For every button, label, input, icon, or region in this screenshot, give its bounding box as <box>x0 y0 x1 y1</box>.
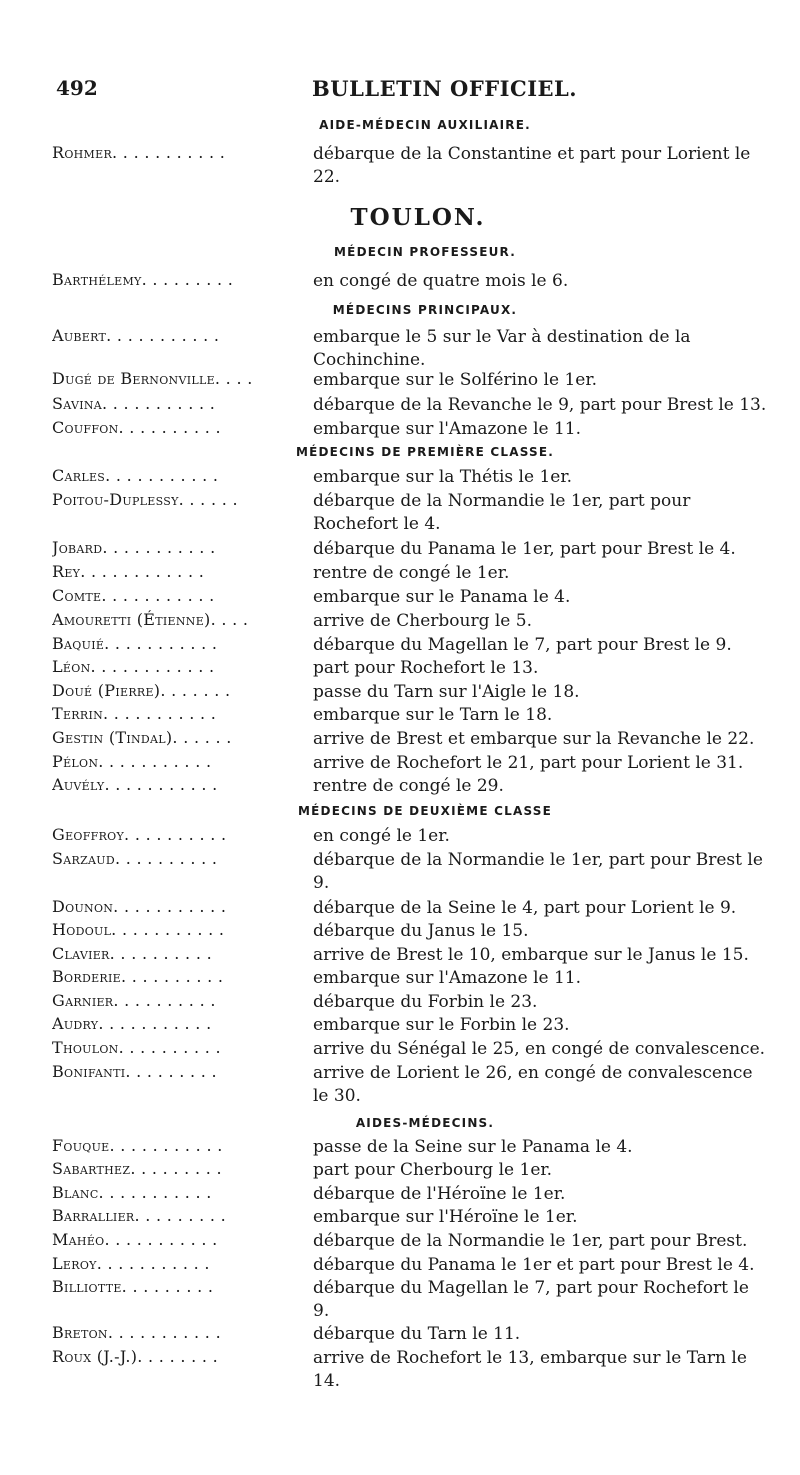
entry-name: Blanc. . . . . . . . . . . <box>52 1183 212 1202</box>
entry-name: Roux (J.-J.). . . . . . . . <box>52 1347 219 1366</box>
entry-name: Sabarthez. . . . . . . . . <box>52 1159 222 1178</box>
entry-name: Couffon. . . . . . . . . . <box>52 418 221 437</box>
entry-name: Doué (Pierre). . . . . . . <box>52 681 231 700</box>
entry-description: en congé de quatre mois le 6. <box>313 271 569 291</box>
entry-description: débarque de la Revanche le 9, part pour Brest le 13. <box>313 395 767 415</box>
entry-description: débarque du Magellan le 7, part pour Rochefort le 9. <box>313 1278 749 1321</box>
entry-name: Baquié. . . . . . . . . . . <box>52 634 218 653</box>
entry-name: Auvély. . . . . . . . . . . <box>52 775 218 794</box>
entry-description: embarque sur l'Amazone le 11. <box>313 419 582 439</box>
entry-name: Terrin. . . . . . . . . . . <box>52 704 217 723</box>
entry-name: Aubert. . . . . . . . . . . <box>52 326 220 345</box>
entry-name: Mahéo. . . . . . . . . . . <box>52 1230 218 1249</box>
entry-name: Amouretti (Étienne). . . . <box>52 610 249 629</box>
section-heading: AIDE-MÉDECIN AUXILIAIRE. <box>319 118 531 132</box>
entry-description: rentre de congé le 1er. <box>313 563 510 583</box>
page-number: 492 <box>56 76 98 100</box>
section-heading: MÉDECINS DE DEUXIÈME CLASSE <box>298 804 552 818</box>
entry-description: débarque de la Normandie le 1er, part pour Brest le 9. <box>313 850 763 893</box>
entry-description: arrive de Cherbourg le 5. <box>313 611 532 631</box>
section-heading: MÉDECIN PROFESSEUR. <box>334 245 516 259</box>
entry-description: rentre de congé le 29. <box>313 776 504 796</box>
entry-description: part pour Rochefort le 13. <box>313 658 539 678</box>
entry-name: Rohmer. . . . . . . . . . . <box>52 143 226 162</box>
entry-description: en congé le 1er. <box>313 826 450 846</box>
entry-name: Carles. . . . . . . . . . . <box>52 466 219 485</box>
entry-name: Léon. . . . . . . . . . . . <box>52 657 215 676</box>
entry-description: débarque de la Seine le 4, part pour Lorient le 9. <box>313 898 737 918</box>
entry-description: débarque du Panama le 1er, part pour Brest le 4. <box>313 539 736 559</box>
entry-description: embarque sur le Tarn le 18. <box>313 705 553 725</box>
city-heading: TOULON. <box>350 204 486 231</box>
entry-description: débarque du Janus le 15. <box>313 921 529 941</box>
section-heading: MÉDECINS DE PREMIÈRE CLASSE. <box>295 445 555 459</box>
entry-description: débarque de l'Héroïne le 1er. <box>313 1184 566 1204</box>
entry-name: Fouque. . . . . . . . . . . <box>52 1136 223 1155</box>
entry-name: Leroy. . . . . . . . . . . <box>52 1254 210 1273</box>
entry-name: Gestin (Tindal). . . . . . <box>52 728 232 747</box>
entry-name: Clavier. . . . . . . . . . <box>52 944 212 963</box>
entry-name: Dugé de Bernonville. . . . <box>52 369 253 388</box>
running-title: BULLETIN OFFICIEL. <box>312 76 578 101</box>
entry-name: Barrallier. . . . . . . . . <box>52 1206 227 1225</box>
entry-description: embarque sur la Thétis le 1er. <box>313 467 572 487</box>
entry-name: Sarzaud. . . . . . . . . . <box>52 849 218 868</box>
entry-name: Poitou-Duplessy. . . . . . <box>52 490 238 509</box>
entry-description: arrive de Brest et embarque sur la Revanche le 22. <box>313 729 755 749</box>
entry-description: arrive de Brest le 10, embarque sur le Janus le 15. <box>313 945 749 965</box>
entry-name: Geoffroy. . . . . . . . . . <box>52 825 227 844</box>
entry-description: débarque du Panama le 1er et part pour Brest le 4. <box>313 1255 755 1275</box>
entry-description: embarque sur l'Amazone le 11. <box>313 968 582 988</box>
entry-description: passe de la Seine sur le Panama le 4. <box>313 1137 633 1157</box>
entry-name: Dounon. . . . . . . . . . . <box>52 897 227 916</box>
page-header <box>0 76 800 104</box>
entry-description: débarque de la Normandie le 1er, part pour Brest. <box>313 1231 748 1251</box>
entry-description: embarque sur le Solférino le 1er. <box>313 370 597 390</box>
entry-description: arrive de Lorient le 26, en congé de convalescence le 30. <box>313 1063 753 1106</box>
entry-name: Audry. . . . . . . . . . . <box>52 1014 212 1033</box>
entry-description: arrive de Rochefort le 13, embarque sur le Tarn le 14. <box>313 1348 747 1391</box>
entry-description: débarque de la Constantine et part pour Lorient le 22. <box>313 144 751 187</box>
section-heading: AIDES-MÉDECINS. <box>355 1116 495 1130</box>
entry-name: Rey. . . . . . . . . . . . <box>52 562 205 581</box>
entry-name: Pélon. . . . . . . . . . . <box>52 752 212 771</box>
entry-name: Billiotte. . . . . . . . . <box>52 1277 214 1296</box>
entry-name: Barthélemy. . . . . . . . . <box>52 270 234 289</box>
entry-description: arrive du Sénégal le 25, en congé de convalescence. <box>313 1039 766 1059</box>
entry-description: embarque le 5 sur le Var à destination de la Cochinchine. <box>313 327 691 370</box>
entry-name: Borderie. . . . . . . . . . <box>52 967 224 986</box>
entry-name: Garnier. . . . . . . . . . <box>52 991 216 1010</box>
entry-name: Bonifanti. . . . . . . . . <box>52 1062 217 1081</box>
entry-name: Comte. . . . . . . . . . . <box>52 586 215 605</box>
entry-description: embarque sur l'Héroïne le 1er. <box>313 1207 578 1227</box>
entry-name: Hodoul. . . . . . . . . . . <box>52 920 225 939</box>
entry-description: débarque du Tarn le 11. <box>313 1324 521 1344</box>
entry-name: Savina. . . . . . . . . . . <box>52 394 216 413</box>
entry-name: Breton. . . . . . . . . . . <box>52 1323 221 1342</box>
entry-description: arrive de Rochefort le 21, part pour Lorient le 31. <box>313 753 744 773</box>
entry-description: débarque de la Normandie le 1er, part pour Rochefort le 4. <box>313 491 691 534</box>
section-heading: MÉDECINS PRINCIPAUX. <box>332 303 518 317</box>
entry-description: débarque du Magellan le 7, part pour Brest le 9. <box>313 635 732 655</box>
entry-description: passe du Tarn sur l'Aigle le 18. <box>313 682 580 702</box>
entry-description: embarque sur le Forbin le 23. <box>313 1015 570 1035</box>
entry-description: débarque du Forbin le 23. <box>313 992 538 1012</box>
entry-name: Jobard. . . . . . . . . . . <box>52 538 216 557</box>
entry-description: embarque sur le Panama le 4. <box>313 587 571 607</box>
entry-description: part pour Cherbourg le 1er. <box>313 1160 553 1180</box>
entry-name: Thoulon. . . . . . . . . . <box>52 1038 221 1057</box>
